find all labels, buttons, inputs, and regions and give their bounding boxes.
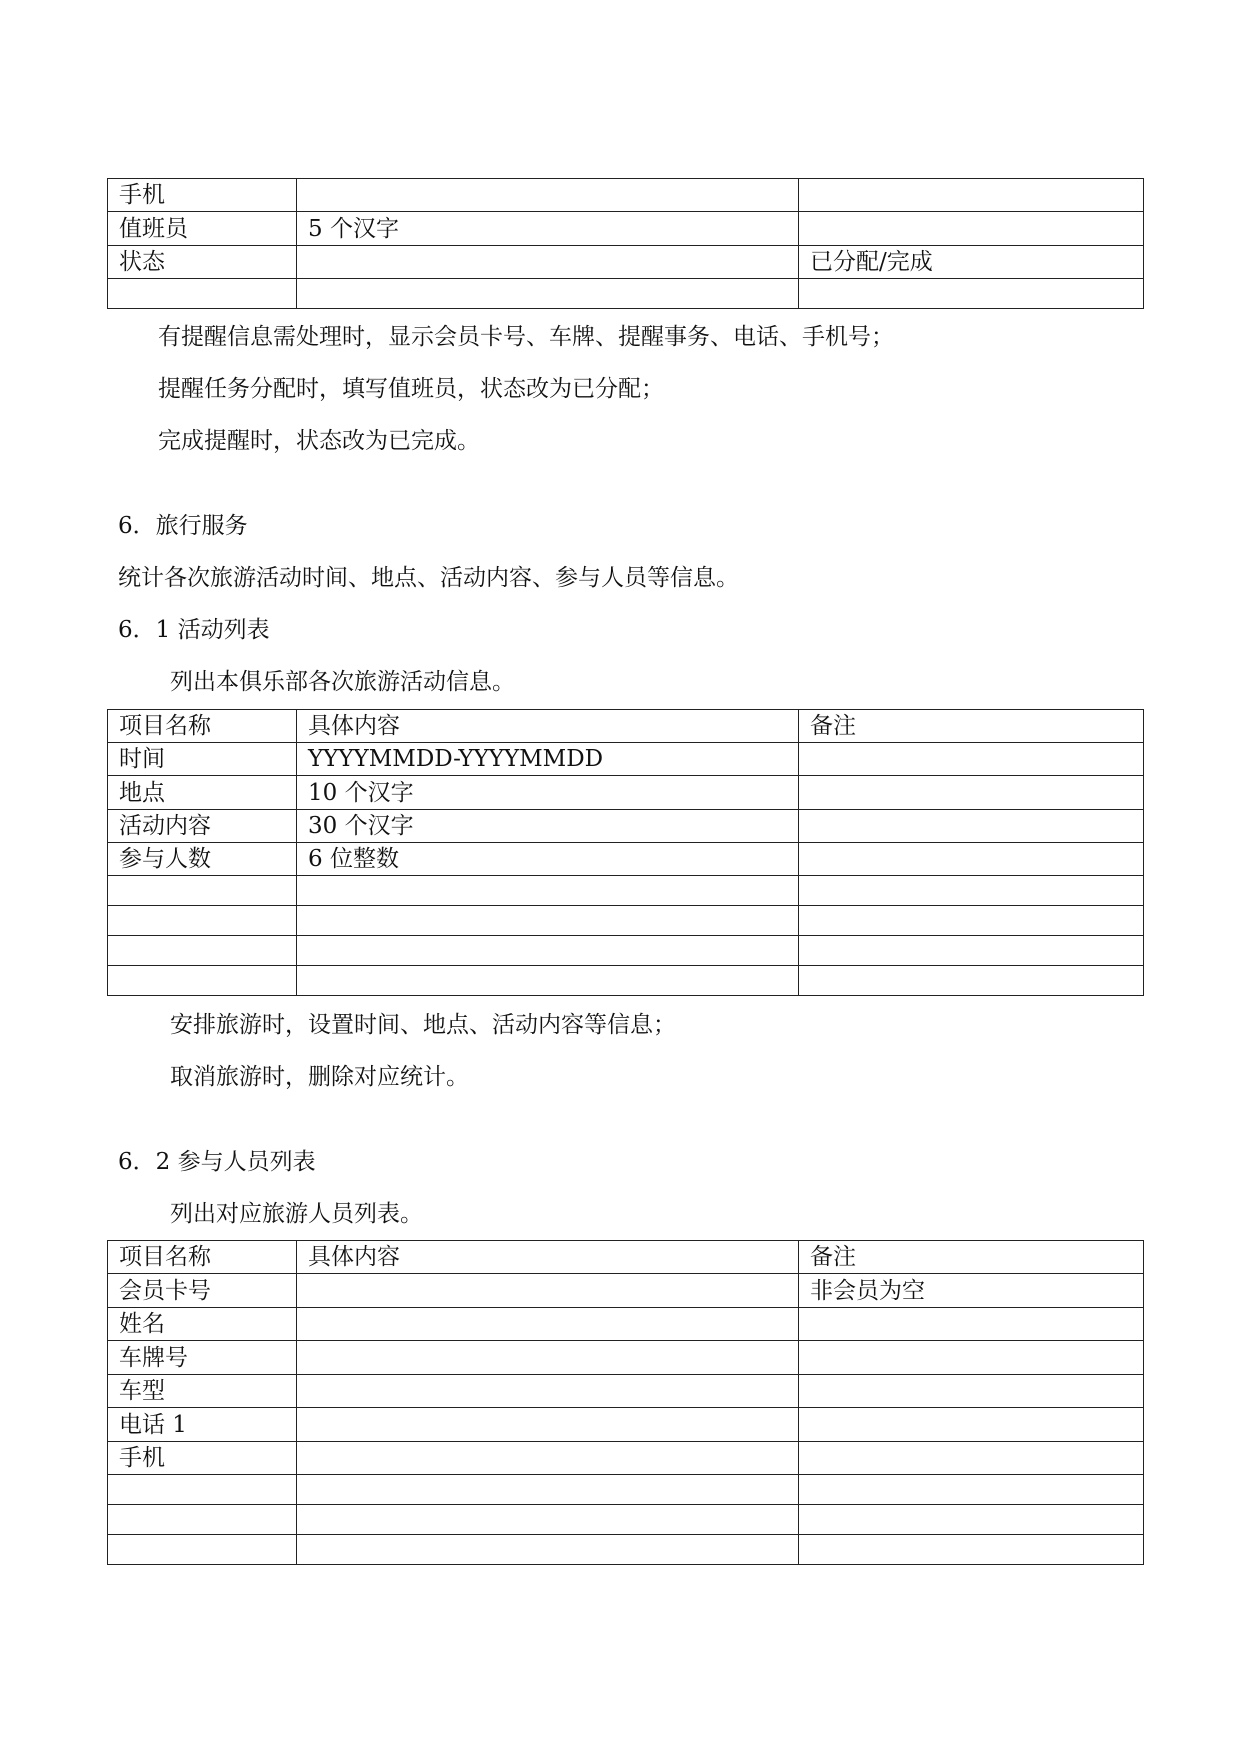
table-header-cell: 项目名称 — [108, 710, 297, 743]
table-cell — [799, 1375, 1144, 1408]
table-cell — [799, 279, 1144, 309]
table-cell — [297, 966, 799, 996]
table-header-cell: 具体内容 — [297, 710, 799, 743]
table-cell — [297, 1535, 799, 1565]
table-cell: 会员卡号 — [108, 1274, 297, 1308]
table-row — [108, 876, 1144, 906]
table-row — [108, 906, 1144, 936]
table-cell — [799, 1442, 1144, 1475]
table-cell: YYYYMMDD-YYYYMMDD — [297, 743, 799, 776]
table-cell — [799, 906, 1144, 936]
table-cell: 5 个汉字 — [297, 212, 799, 246]
table-cell — [297, 1341, 799, 1375]
table-cell: 已分配/完成 — [799, 246, 1144, 279]
table-cell — [108, 279, 297, 309]
table-cell — [297, 936, 799, 966]
subsection-heading: 6．2 参与人员列表 — [118, 1149, 316, 1175]
table-row — [108, 212, 1144, 246]
table-cell — [297, 1505, 799, 1535]
table-header-cell: 备注 — [799, 1241, 1144, 1274]
table-cell — [297, 246, 799, 279]
table-row — [108, 1505, 1144, 1535]
table-row — [108, 776, 1144, 810]
table-cell — [799, 966, 1144, 996]
reminder-note: 完成提醒时，状态改为已完成。 — [158, 428, 480, 454]
table-row — [108, 843, 1144, 876]
table-cell — [799, 1535, 1144, 1565]
subsection-intro: 列出本俱乐部各次旅游活动信息。 — [170, 669, 515, 695]
table-cell: 活动内容 — [108, 810, 297, 843]
table-cell — [799, 1475, 1144, 1505]
table-cell — [297, 279, 799, 309]
table-row — [108, 179, 1144, 212]
table-cell — [108, 966, 297, 996]
table-cell: 值班员 — [108, 212, 297, 246]
table-cell — [108, 1535, 297, 1565]
table-row — [108, 936, 1144, 966]
reminder-note: 提醒任务分配时，填写值班员，状态改为已分配； — [158, 376, 664, 402]
table-cell — [108, 936, 297, 966]
section-heading: 6．旅行服务 — [118, 513, 248, 539]
table-cell: 姓名 — [108, 1308, 297, 1341]
activity-note: 取消旅游时，删除对应统计。 — [170, 1064, 469, 1090]
section-intro: 统计各次旅游活动时间、地点、活动内容、参与人员等信息。 — [118, 565, 739, 591]
table-header-row — [108, 1241, 1144, 1274]
table-cell — [799, 1308, 1144, 1341]
table-cell — [799, 810, 1144, 843]
table-cell — [799, 876, 1144, 906]
table-cell — [297, 1308, 799, 1341]
table-cell: 地点 — [108, 776, 297, 810]
table-row — [108, 1442, 1144, 1475]
subsection-intro: 列出对应旅游人员列表。 — [170, 1201, 423, 1227]
table-cell — [799, 212, 1144, 246]
table-cell: 车牌号 — [108, 1341, 297, 1375]
table-cell — [108, 1505, 297, 1535]
table-row — [108, 246, 1144, 279]
table-cell — [108, 1475, 297, 1505]
table-cell — [799, 936, 1144, 966]
table-row — [108, 1475, 1144, 1505]
table-row — [108, 743, 1144, 776]
table-cell — [297, 906, 799, 936]
table-row — [108, 1408, 1144, 1442]
table-cell: 非会员为空 — [799, 1274, 1144, 1308]
table-row — [108, 966, 1144, 996]
table-cell — [799, 1408, 1144, 1442]
table-header-cell: 具体内容 — [297, 1241, 799, 1274]
table-cell: 参与人数 — [108, 843, 297, 876]
table-cell — [799, 1505, 1144, 1535]
subsection-heading: 6．1 活动列表 — [118, 617, 270, 643]
table-header-cell: 项目名称 — [108, 1241, 297, 1274]
table-cell — [297, 179, 799, 212]
table-row — [108, 1308, 1144, 1341]
table-cell: 车型 — [108, 1375, 297, 1408]
table-cell: 6 位整数 — [297, 843, 799, 876]
reminder-note: 有提醒信息需处理时，显示会员卡号、车牌、提醒事务、电话、手机号； — [158, 324, 894, 350]
table-cell: 时间 — [108, 743, 297, 776]
table-row — [108, 1341, 1144, 1375]
table-cell — [799, 1341, 1144, 1375]
reminder-table — [107, 178, 1144, 309]
table-cell — [297, 1442, 799, 1475]
table-cell — [799, 843, 1144, 876]
table-cell — [799, 179, 1144, 212]
table-cell: 30 个汉字 — [297, 810, 799, 843]
table-row — [108, 1375, 1144, 1408]
table-row — [108, 810, 1144, 843]
table-cell — [297, 876, 799, 906]
table-cell: 手机 — [108, 179, 297, 212]
table-row — [108, 1535, 1144, 1565]
table-row — [108, 1274, 1144, 1308]
table-cell — [297, 1274, 799, 1308]
participant-table — [107, 1240, 1144, 1565]
table-cell: 手机 — [108, 1442, 297, 1475]
activity-table — [107, 709, 1144, 996]
table-cell — [799, 743, 1144, 776]
table-cell — [297, 1408, 799, 1442]
activity-note: 安排旅游时，设置时间、地点、活动内容等信息； — [170, 1012, 676, 1038]
table-cell — [799, 776, 1144, 810]
table-row — [108, 279, 1144, 309]
table-header-cell: 备注 — [799, 710, 1144, 743]
table-cell: 10 个汉字 — [297, 776, 799, 810]
table-cell: 状态 — [108, 246, 297, 279]
table-cell: 电话 1 — [108, 1408, 297, 1442]
table-cell — [297, 1375, 799, 1408]
table-header-row — [108, 710, 1144, 743]
table-cell — [108, 906, 297, 936]
table-cell — [297, 1475, 799, 1505]
table-cell — [108, 876, 297, 906]
